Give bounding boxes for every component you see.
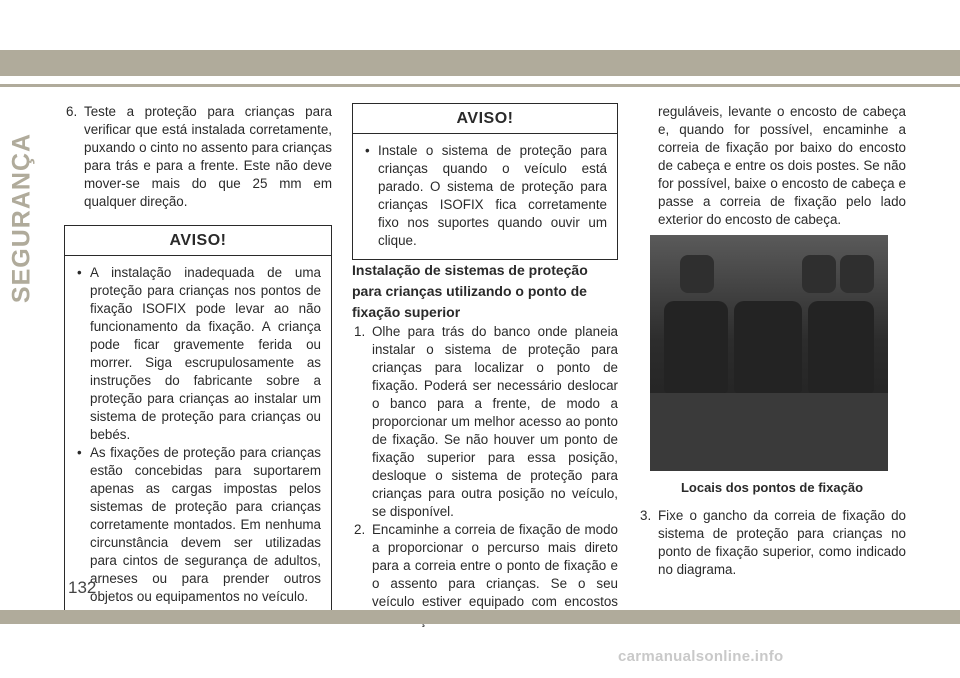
- warning-bullet: [363, 142, 607, 250]
- step-3: [638, 507, 906, 579]
- bottom-margin: [0, 630, 960, 678]
- warning-box: [64, 225, 332, 616]
- bullet-text: Instale o sistema de proteção para crianças quando o veículo está parado. O sistema de proteção para crianças ISOFIX fica corretamente fixo nos suportes quando ouvir um clique.: [378, 143, 607, 248]
- warning-title: AVISO!: [353, 104, 617, 134]
- step-number: 3.: [640, 508, 652, 523]
- bullet-text: A instalação inadequada de uma proteção para crianças nos pontos de fixação ISOFIX pode levar ao não funcionamento da fixação. A criança pode ficar gravemente ferida ou morrer. Siga escrupulosamente as instruções do fabricante sobre a proteção para crianças ao instalar um sistema de proteção para crianças ou bebés.: [90, 265, 321, 442]
- header-rule: [0, 84, 960, 87]
- step-6: [64, 103, 332, 211]
- subsection-heading: Instalação de sistemas de proteção para crianças utilizando o ponto de fixação superior: [352, 262, 588, 320]
- warning-box: [352, 103, 618, 260]
- top-margin: [0, 0, 960, 50]
- step-text: Encaminhe a correia de fixação de modo a proporcionar o percurso mais direto para a correia entre o ponto de fixação e o assento para crianças. Se o seu veículo estiver equipado com encostos: [372, 522, 618, 609]
- section-label-text: SEGURANÇA: [7, 132, 36, 304]
- bullet-text: As fixações de proteção para crianças estão concebidas para suportarem apenas as cargas impostas pelos sistemas de proteção para crianças corretamente montados. Em nenhuma circunstância devem ser utilizadas para cintos de segurança de adultos, arneses ou para prender outros objetos ou equipamentos no veículo.: [90, 445, 321, 604]
- warning-body: [65, 256, 331, 615]
- step-number: 2.: [354, 522, 366, 537]
- footer-bar: [0, 610, 960, 624]
- warning-bullet: [75, 264, 321, 444]
- step-1: [352, 323, 618, 521]
- headrest-center: [802, 255, 836, 293]
- column-1: [64, 103, 332, 616]
- step-text: Olhe para trás do banco onde planeia instalar o sistema de proteção para crianças para localizar o ponto de fixação. Poderá ser necessário deslocar o banco para a frente, de modo a proporcionar um melhor acesso ao ponto de fixação. Se não houver um ponto de fixação superior para essa posição, desloque o sistema de proteção para crianças para outra posição no veículo, se disponível.: [372, 324, 618, 519]
- seat-center: [734, 301, 802, 393]
- page-number: 132: [68, 578, 97, 597]
- step-text: reguláveis, levante o encosto de cabeça e, quando for possível, encaminhe a correia de fixação por baixo do encosto de cabeça e entre os dois postes. Se não for possível, baixe o encosto de cabeça e passe a correia de fixação pelo lado exterior do encosto de cabeça.: [658, 104, 906, 227]
- column-2: [352, 103, 618, 629]
- watermark: carmanualsonline.info: [618, 648, 784, 665]
- step-number: 6.: [66, 104, 78, 119]
- photo-caption: Locais dos pontos de fixação: [680, 480, 864, 495]
- step-text: Fixe o gancho da correia de fixação do sistema de proteção para crianças no ponto de fixação superior, como indicado no diagrama.: [658, 508, 906, 577]
- bullet-icon: •: [77, 265, 82, 280]
- seat-left: [664, 301, 728, 393]
- bullet-icon: •: [77, 445, 82, 460]
- headrest-right: [840, 255, 874, 293]
- bullet-icon: •: [365, 143, 370, 158]
- cargo-floor: [650, 393, 888, 471]
- step-2-continued: [638, 103, 906, 229]
- warning-body: [353, 134, 617, 259]
- warning-title: AVISO!: [65, 226, 331, 256]
- anchor-points-photo: [650, 235, 888, 471]
- seat-right: [808, 301, 874, 393]
- column-3: [638, 103, 906, 579]
- header-bar: [0, 50, 960, 76]
- step-number: 1.: [354, 324, 366, 339]
- step-text: Teste a proteção para crianças para verificar que está instalada corretamente, puxando o cinto no assento para crianças para trás e para a frente. Este não deve mover-se mais do que 25 mm em qualquer direção.: [84, 104, 332, 209]
- headrest-left: [680, 255, 714, 293]
- warning-bullet: [75, 444, 321, 606]
